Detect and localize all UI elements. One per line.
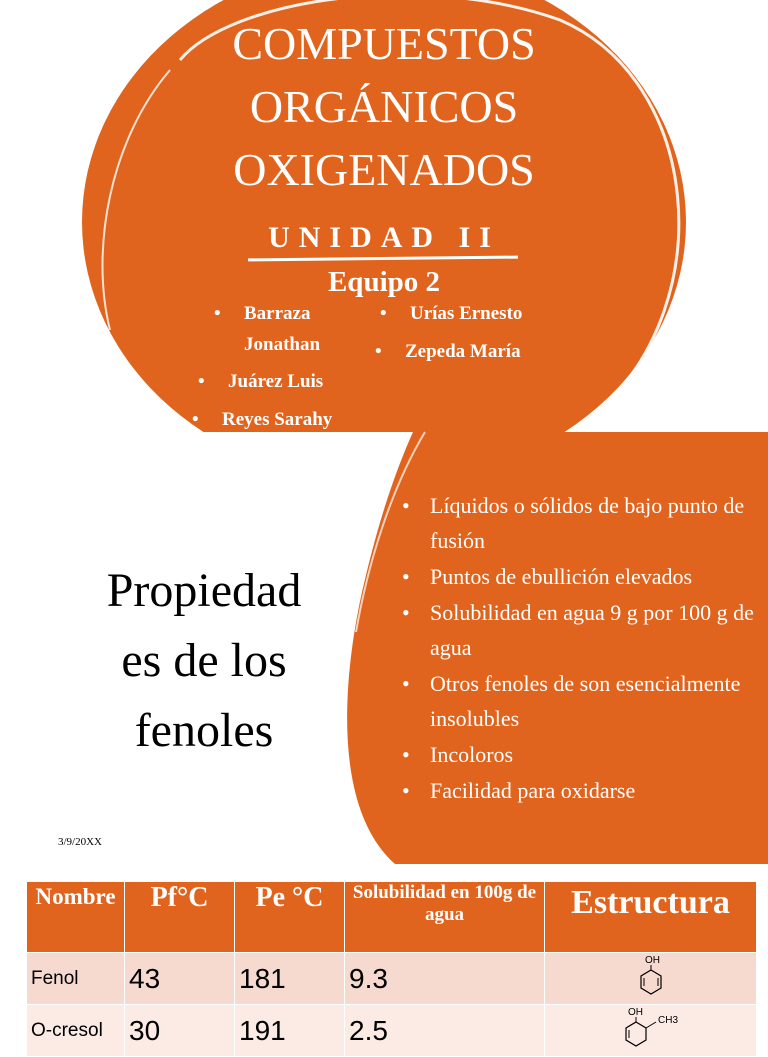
slide-date: 3/9/20XX (58, 836, 102, 848)
title-line-1: COMPUESTOS (232, 18, 536, 69)
svg-text:OH: OH (644, 955, 660, 966)
bullet-icon: • (198, 371, 205, 392)
header-solubility: Solubilidad en 100g de agua (345, 882, 545, 953)
cell-melting-point: 30 (125, 1005, 235, 1057)
cell-structure (545, 1005, 757, 1057)
member-name: Barraza Jonathan (244, 303, 321, 355)
properties-slide (0, 432, 768, 864)
bullet-icon: • (214, 303, 221, 324)
bullet-icon: • (402, 493, 410, 518)
bullet-icon: • (192, 409, 199, 430)
o-cresol-structure-icon (616, 1005, 686, 1051)
table-row (27, 1005, 757, 1057)
team-name: Equipo 2 (327, 266, 441, 298)
member-urias (380, 298, 523, 329)
member-name: Reyes Sarahy (222, 409, 333, 430)
cell-boiling-point: 191 (235, 1005, 345, 1057)
member-barraza (214, 298, 344, 360)
bullet-icon: • (402, 671, 410, 696)
properties-list (398, 488, 758, 809)
member-reyes (192, 404, 333, 435)
title-slide (0, 0, 768, 432)
cell-solubility: 9.3 (345, 953, 545, 1005)
list-item: • Solubilidad en agua 9 g por 100 g de agua (398, 595, 758, 665)
title-line-3: OXIGENADOS (233, 144, 535, 195)
cell-melting-point: 43 (125, 953, 235, 1005)
bullet-icon: • (402, 778, 410, 803)
svg-text:CH3: CH3 (657, 1015, 678, 1026)
cell-structure (545, 953, 757, 1005)
phenol-structure-icon (621, 953, 681, 999)
list-item: • Puntos de ebullición elevados (398, 559, 758, 594)
table-row (27, 953, 757, 1005)
title-slide-heading (150, 12, 618, 201)
title-line-2: ORGÁNICOS (249, 81, 519, 132)
list-item: • Incoloros (398, 737, 758, 772)
member-name: Zepeda María (405, 341, 521, 362)
phenols-table (26, 881, 757, 1057)
bullet-icon: • (402, 564, 410, 589)
list-item: • Facilidad para oxidarse (398, 773, 758, 808)
member-name: Urías Ernesto (410, 303, 523, 324)
member-juarez (198, 366, 324, 397)
header-structure: Estructura (545, 882, 757, 953)
header-name: Nombre (27, 882, 125, 953)
properties-title-line-3: fenoles (134, 704, 274, 757)
table-header-row (27, 882, 757, 953)
table-slide (0, 864, 768, 1046)
header-melting-point: Pf°C (125, 882, 235, 953)
cell-name: O-cresol (27, 1005, 125, 1057)
cell-boiling-point: 181 (235, 953, 345, 1005)
list-item: • Líquidos o sólidos de bajo punto de fusión (398, 488, 758, 558)
unit-subtitle: UNIDAD II (268, 221, 500, 254)
bullet-icon: • (375, 341, 382, 362)
bullet-icon: • (380, 303, 387, 324)
list-item: • Otros fenoles de son esencialmente insolubles (398, 666, 758, 736)
member-zepeda (375, 336, 521, 367)
bullet-icon: • (402, 600, 410, 625)
bullet-icon: • (402, 742, 410, 767)
cell-solubility: 2.5 (345, 1005, 545, 1057)
properties-title-line-1: Propiedad (106, 564, 302, 617)
svg-text:OH: OH (627, 1007, 643, 1018)
cell-name: Fenol (27, 953, 125, 1005)
properties-title (60, 556, 348, 766)
header-boiling-point: Pe °C (235, 882, 345, 953)
member-name: Juárez Luis (228, 371, 324, 392)
properties-title-line-2: es de los (121, 634, 287, 687)
